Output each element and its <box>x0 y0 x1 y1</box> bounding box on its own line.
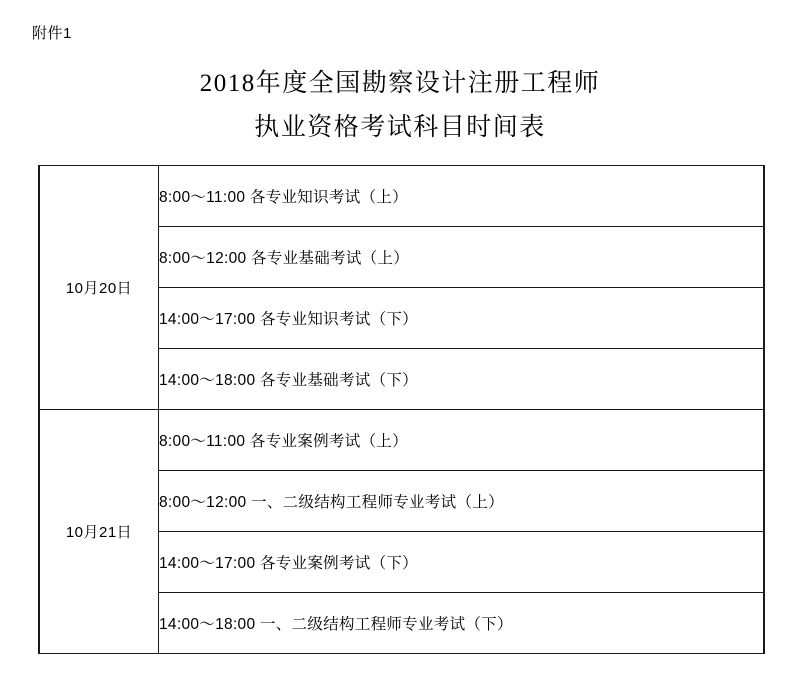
session-cell <box>159 410 765 471</box>
session-text: 14:00～18:00 一、二级结构工程师专业考试（下） <box>159 616 513 633</box>
table-row <box>39 166 764 227</box>
session-text: 14:00～17:00 各专业知识考试（下） <box>159 311 418 328</box>
session-text: 8:00～11:00 各专业案例考试（上） <box>159 433 408 450</box>
session-cell <box>159 532 765 593</box>
document-title <box>0 62 800 150</box>
session-text: 8:00～12:00 各专业基础考试（上） <box>159 250 410 267</box>
session-cell <box>159 349 765 410</box>
exam-schedule-table <box>38 165 765 654</box>
session-cell <box>159 227 765 288</box>
session-text: 8:00～11:00 各专业知识考试（上） <box>159 189 408 206</box>
table-row <box>39 410 764 471</box>
session-cell <box>159 593 765 654</box>
session-text: 14:00～18:00 各专业基础考试（下） <box>159 372 418 389</box>
attachment-label: 附件1 <box>32 25 72 42</box>
day-cell-2: 10月21日 <box>39 410 159 654</box>
session-cell <box>159 288 765 349</box>
day-cell-1: 10月20日 <box>39 166 159 410</box>
session-text: 14:00～17:00 各专业案例考试（下） <box>159 555 418 572</box>
session-cell <box>159 166 765 227</box>
title-line-2: 执业资格考试科目时间表 <box>254 114 546 141</box>
session-cell <box>159 471 765 532</box>
schedule-table-wrapper <box>38 165 765 654</box>
title-line-1: 2018年度全国勘察设计注册工程师 <box>199 70 601 97</box>
session-text: 8:00～12:00 一、二级结构工程师专业考试（上） <box>159 494 504 511</box>
